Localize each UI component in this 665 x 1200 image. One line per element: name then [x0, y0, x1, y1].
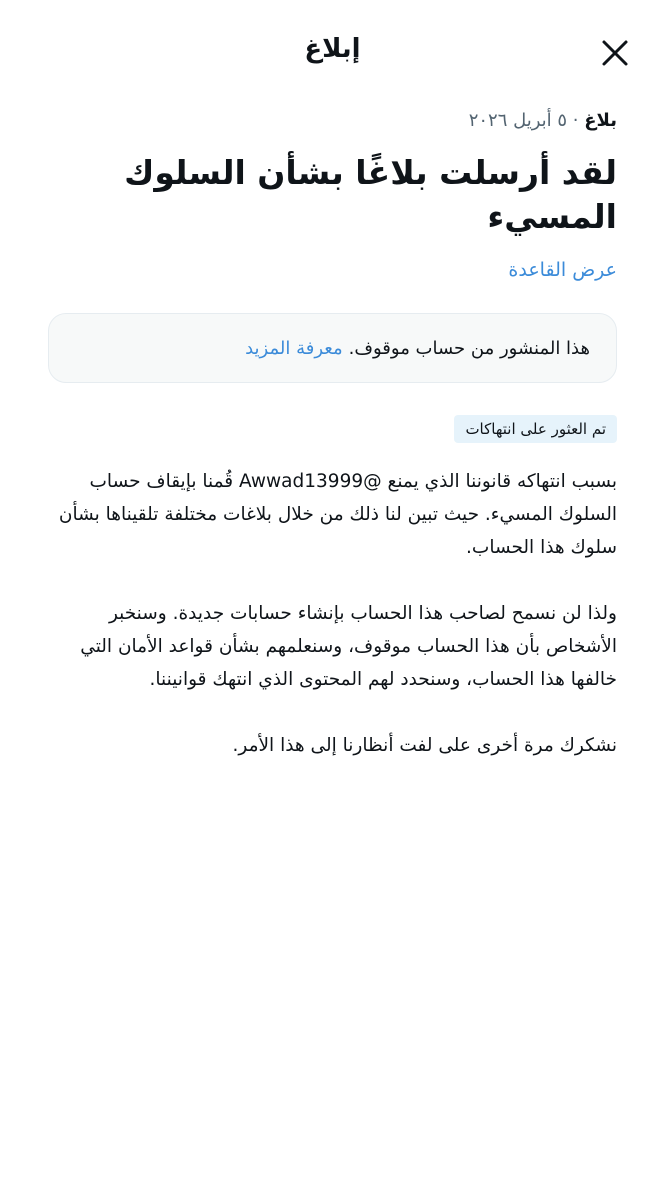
body-paragraph-3: نشكرك مرة أخرى على لفت أنظارنا إلى هذا الأمر. — [232, 735, 617, 756]
report-meta-label: بلاغ — [584, 110, 617, 131]
suspended-account-notice — [48, 313, 617, 383]
close-button[interactable] — [598, 36, 632, 70]
report-title: لقد أرسلت بلاغًا بشأن السلوك المسيء — [124, 153, 617, 236]
report-meta — [48, 110, 617, 131]
violations-found-badge: تم العثور على انتهاكات — [454, 415, 617, 443]
notice-text: هذا المنشور من حساب موقوف. — [348, 337, 590, 359]
top-bar — [0, 0, 665, 100]
learn-more-link[interactable]: معرفة المزيد — [245, 337, 343, 359]
body-paragraph-1: بسبب انتهاكه قانوننا الذي يمنع @Awwad13999 قُمنا بإيقاف حساب السلوك المسيء. حيث تبين لنا ذلك من خلال بلاغات مختلفة تلقيناها بشأن سلوك هذا الحساب. — [58, 471, 617, 558]
badge-row — [48, 415, 617, 443]
report-body — [48, 465, 617, 762]
view-rule-link[interactable]: عرض القاعدة — [508, 259, 617, 281]
body-paragraph-2: ولذا لن نسمح لصاحب هذا الحساب بإنشاء حسابات جديدة. وسنخبر الأشخاص بأن هذا الحساب موقوف، وسنعلمهم بشأن قواعد الأمان التي خالفها هذا الحساب، وسنحدد لهم المحتوى الذي انتهك قوانيننا. — [80, 603, 617, 690]
page-title: إبلاغ — [304, 34, 361, 64]
report-date: ٥ أبريل ٢٠٢٦ — [468, 110, 568, 131]
report-meta-separator: · — [572, 110, 579, 131]
close-icon — [598, 36, 632, 70]
report-content — [48, 100, 617, 795]
